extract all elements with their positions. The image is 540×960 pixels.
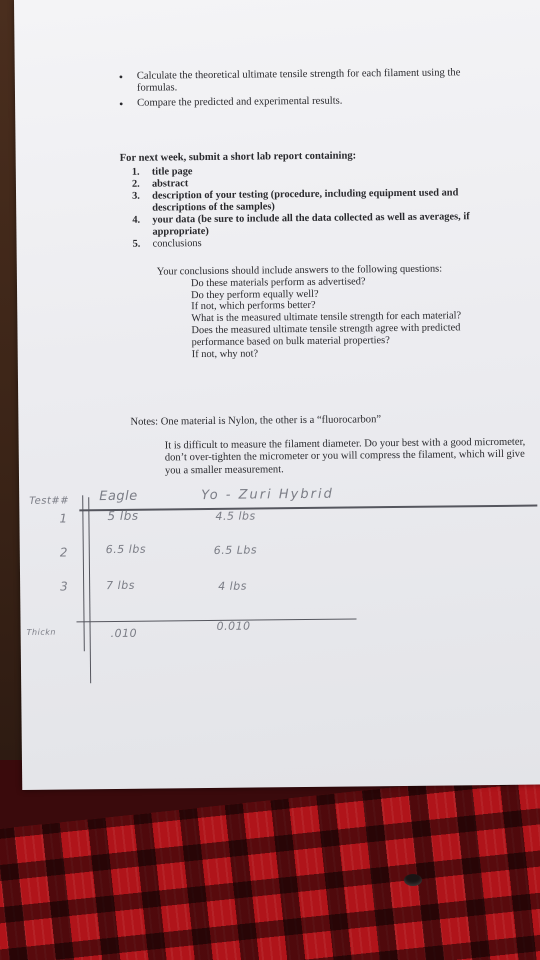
shirt-button [404,874,422,886]
report-item: 2. abstract [131,178,189,190]
question-item: Does the measured ultimate tensile strength agree with predicted performance based on bulk material properties? [191,322,461,348]
cell-yozuri: 4 lbs [218,579,247,593]
thickness-yozuri: 0.010 [216,619,251,633]
report-item: 1. title page [131,166,193,178]
cell-yozuri: 4.5 lbs [215,509,256,523]
question-item: Do they perform equally well? [191,288,319,301]
worksheet-page [14,0,540,790]
cell-eagle: 7 lbs [106,578,135,593]
question-item: If not, which performs better? [191,300,316,313]
report-item: 5. conclusions [132,238,202,250]
cell-eagle: 6.5 lbs [105,542,147,557]
question-item: Do these materials perform as advertised? [190,276,366,289]
task-bullet-list [119,67,499,112]
thickness-eagle: .010 [110,626,138,641]
header-yozuri: Yo - Zuri Hybrid [201,486,334,504]
cell-eagle: 5 lbs [107,508,139,524]
table-header-rule [79,505,537,511]
header-test: Test## [29,495,70,507]
table-col-rule [82,495,85,651]
cell-yozuri: 6.5 Lbs [213,543,258,557]
notes-line: Notes: One material is Nylon, the other is a “fluorocarbon” [130,414,382,428]
plaid-fabric [0,760,540,960]
row-label: 2 [59,545,69,560]
question-item: What is the measured ultimate tensile strength for each material? [191,310,462,325]
row-label: 3 [60,579,69,594]
bullet-item: • Compare the predicted and experimental results. [119,94,499,110]
report-item: 4. your data (be sure to include all the data collected as well as averages, if appropriate) [132,211,470,238]
question-item: If not, why not? [191,348,259,360]
report-heading: For next week, submit a short lab report containing: [119,150,357,164]
table-col-rule [88,497,91,683]
thickness-label: Thickn [26,627,56,637]
bullet-item: • Calculate the theoretical ultimate tensile strength for each filament using the formulas. [119,67,499,96]
report-list [132,163,513,251]
report-item: 3. description of your testing (procedure, including equipment used and descriptions of the samples) [132,187,459,214]
questions-intro: Your conclusions should include answers to the following questions: [156,263,443,278]
diameter-note: It is difficult to measure the filament diameter. Do your best with a good micrometer, don’t over-tighten the micrometer or you will compress the filament, which will give you a smaller measurement. [164,436,526,477]
plaid-pattern [0,767,540,960]
conclusion-questions [157,263,498,361]
header-eagle: Eagle [99,488,138,505]
row-label: 1 [59,511,68,526]
